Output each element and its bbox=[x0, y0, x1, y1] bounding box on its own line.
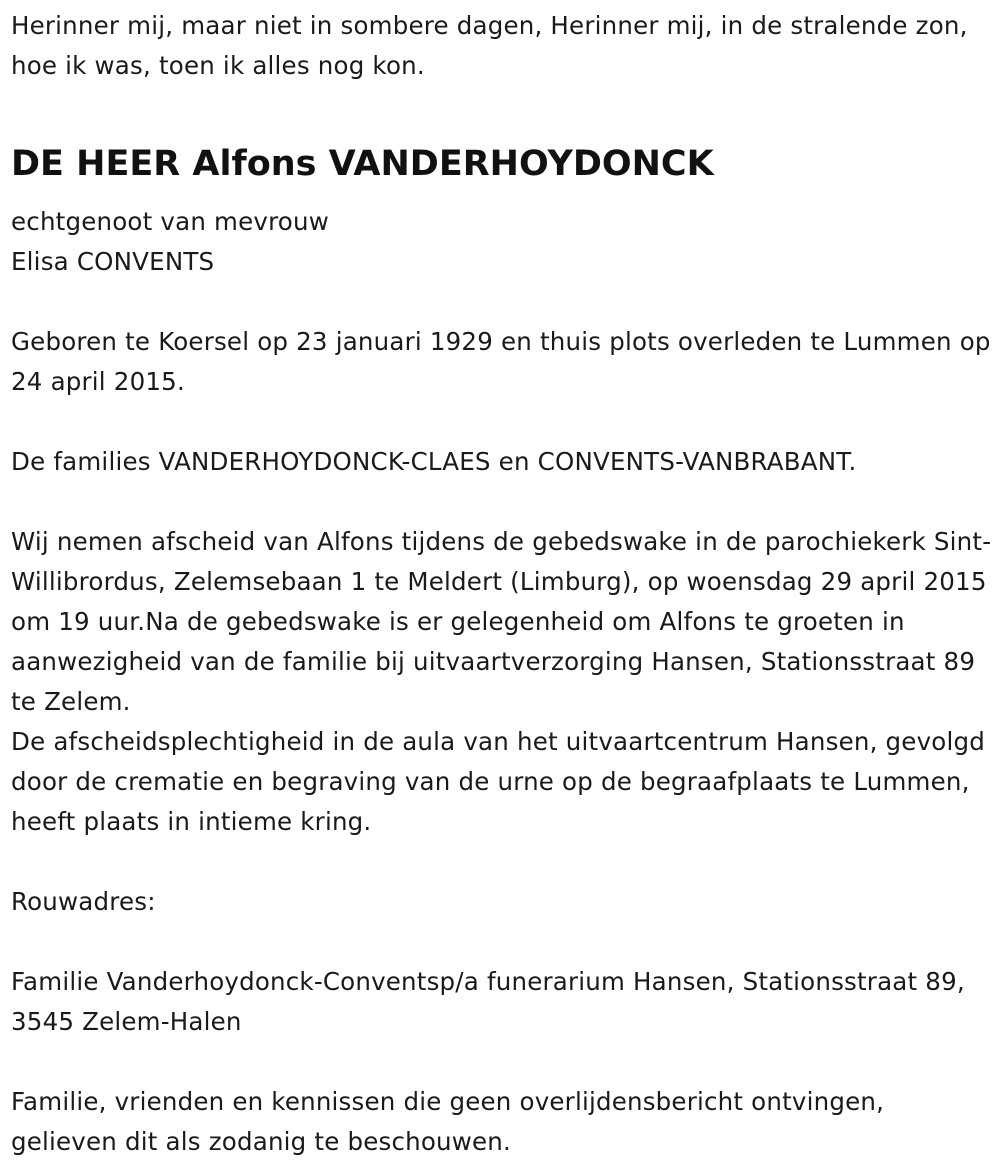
wake-paragraph: Wij nemen afscheid van Alfons tijdens de gebedswake in de parochiekerk Sint-Willibrordus, Zelemsebaan 1 te Meldert (Limburg), op woensdag 29 april 2015 om 19 uur.Na de gebedswake is er gelegenheid om Alfons te groeten in aanwezigheid van de familie bij uitvaartverzorging Hansen, Stationsstraat 89 te Zelem. bbox=[11, 527, 992, 716]
families-paragraph: De families VANDERHOYDONCK-CLAES en CONVENTS-VANBRABANT. bbox=[11, 447, 857, 476]
birth-death-paragraph: Geboren te Koersel op 23 januari 1929 en thuis plots overleden te Lummen op 24 april 2015. bbox=[11, 327, 991, 396]
address-label: Rouwadres: bbox=[11, 887, 156, 916]
paragraph-gap bbox=[11, 842, 996, 882]
paragraph-gap bbox=[11, 402, 996, 442]
spouse-line: echtgenoot van mevrouw bbox=[11, 207, 329, 236]
ceremony-paragraph: De afscheidsplechtigheid in de aula van het uitvaartcentrum Hansen, gevolgd door de crematie en begraving van de urne op de begraafplaats te Lummen, heeft plaats in intieme kring. bbox=[11, 727, 985, 836]
closing-paragraph: Familie, vrienden en kennissen die geen overlijdensbericht ontvingen, gelieven dit als zodanig te beschouwen. bbox=[11, 1087, 885, 1156]
paragraph-gap bbox=[11, 1042, 996, 1082]
spouse-name: Elisa CONVENTS bbox=[11, 247, 215, 276]
paragraph-gap bbox=[11, 282, 996, 322]
obituary-notice bbox=[11, 6, 996, 1162]
paragraph-gap bbox=[11, 482, 996, 522]
paragraph-gap bbox=[11, 922, 996, 962]
deceased-name-heading: DE HEER Alfons VANDERHOYDONCK bbox=[11, 144, 714, 184]
memorial-verse: Herinner mij, maar niet in sombere dagen, Herinner mij, in de stralende zon, hoe ik was, toen ik alles nog kon. bbox=[11, 11, 968, 80]
mourning-address: Familie Vanderhoydonck-Conventsp/a funerarium Hansen, Stationsstraat 89, 3545 Zelem-Halen bbox=[11, 967, 965, 1036]
